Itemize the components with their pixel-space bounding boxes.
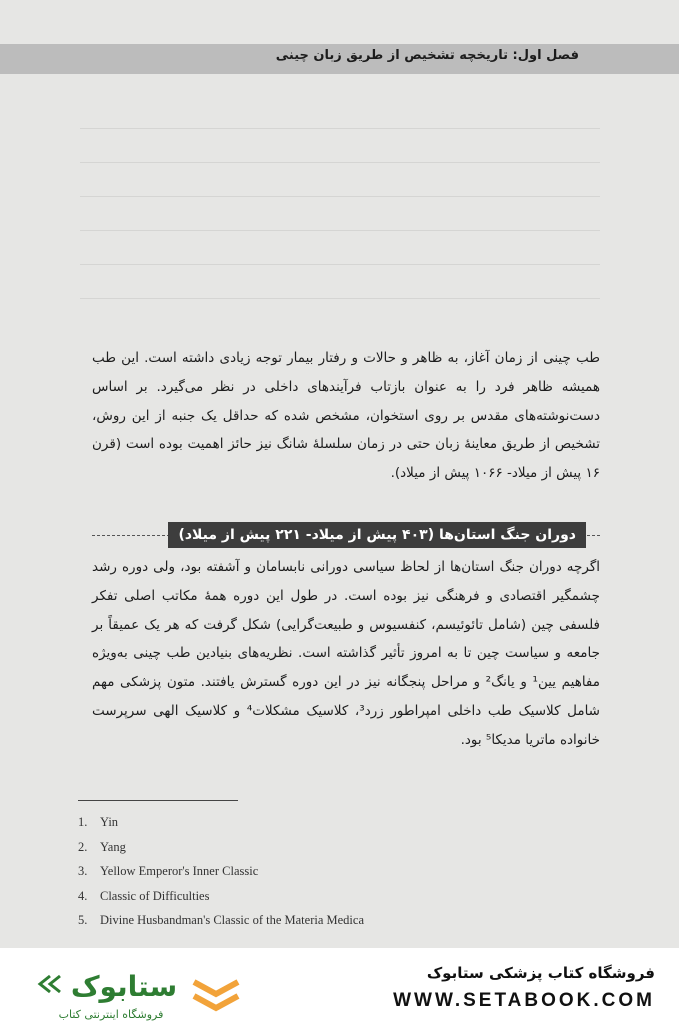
footnote-number: 2. <box>78 839 88 854</box>
footnote-text: Divine Husbandman's Classic of the Materia Medica <box>100 913 364 927</box>
footnote-text: Yang <box>100 839 126 854</box>
show-through-line <box>80 196 600 197</box>
footnote-item <box>78 835 578 860</box>
body-paragraph-1 <box>92 344 600 488</box>
paragraph-text: اگرچه دوران جنگ استان‌ها از لحاظ سیاسی دورانی نابسامان و آشفته بود، ولی دوره رشد چشمگیر اقتصادی و فرهنگی نیز بوده است. در طول این دوره همهٔ مکاتب اصلی تفکر فلسفی چین (شامل تائوئیسم، کنفسیوس و طبیعت‌گرایی) شکل گرفت که هر یک عمیقاً بر جامعه و سیاست چین تا به امروز تأثیر گذاشته است. نظریه‌های بنیادین طب چینی به‌ویژه مفاهیم یین¹ و یانگ² و مراحل پنجگانه نیز در این دوره گسترش یافتند. متون پزشکی مهم شامل کلاسیک طب داخلی امپراطور زرد³، کلاسیک مشکلات⁴ و کلاسیک الهی سرپرست خانواده ماتریا مدیکا⁵ بود. <box>92 559 600 748</box>
footnote-text: Yellow Emperor's Inner Classic <box>100 864 259 878</box>
svg-text:ستابوک: ستابوک <box>70 970 178 1003</box>
body-paragraph-2 <box>92 553 600 755</box>
footnote-text: Classic of Difficulties <box>100 888 210 903</box>
footnote-number: 1. <box>78 815 88 829</box>
store-name: فروشگاه کتاب پزشکی ستابوک <box>426 964 655 982</box>
show-through-line <box>80 230 600 231</box>
show-through-line <box>80 264 600 265</box>
show-through-line <box>80 128 600 129</box>
paragraph-text: طب چینی از زمان آغاز، به ظاهر و حالات و رفتار بیمار توجه زیادی داشته است. این طب همیشه ظاهر فرد را به عنوان بازتاب فرآیندهای داخلی در نظر می‌گیرد. بر اساس دست‌نوشته‌های مقدس بر روی استخوان، مشخص شده که حداقل یک جنبه از این روش، تشخیص از طریق معاینهٔ زبان حتی در زمان سلسلهٔ شانگ نیز حائز اهمیت بوده است (قرن ۱۶ پیش از میلاد- ۱۰۶۶ پیش از میلاد). <box>92 350 600 482</box>
footnote-number: 5. <box>78 913 88 927</box>
chapter-header-title: فصل اول: تاریخچه تشخیص از طریق زبان چینی <box>275 48 579 63</box>
section-title: دوران جنگ استان‌ها (۴۰۳ پیش از میلاد- ۲۲۱ پیش از میلاد) <box>168 522 586 548</box>
footnote-item <box>78 859 578 884</box>
footnote-rule <box>78 800 238 801</box>
footnote-item <box>78 884 578 909</box>
section-heading <box>92 520 600 550</box>
footnote-item <box>78 908 578 933</box>
setabook-logo <box>36 960 186 1010</box>
footnote-number: 4. <box>78 888 88 903</box>
footnote-text: Yin <box>100 815 119 829</box>
show-through-line <box>80 162 600 163</box>
logo-tagline: فروشگاه اینترنتی کتاب <box>58 1008 164 1021</box>
store-url[interactable]: WWW.SETABOOK.COM <box>393 990 655 1011</box>
show-through-line <box>80 298 600 299</box>
footnote-number: 3. <box>78 864 88 878</box>
stacked-chevrons-icon <box>188 976 244 1016</box>
footnote-list <box>78 810 578 933</box>
footnote-item <box>78 810 578 835</box>
